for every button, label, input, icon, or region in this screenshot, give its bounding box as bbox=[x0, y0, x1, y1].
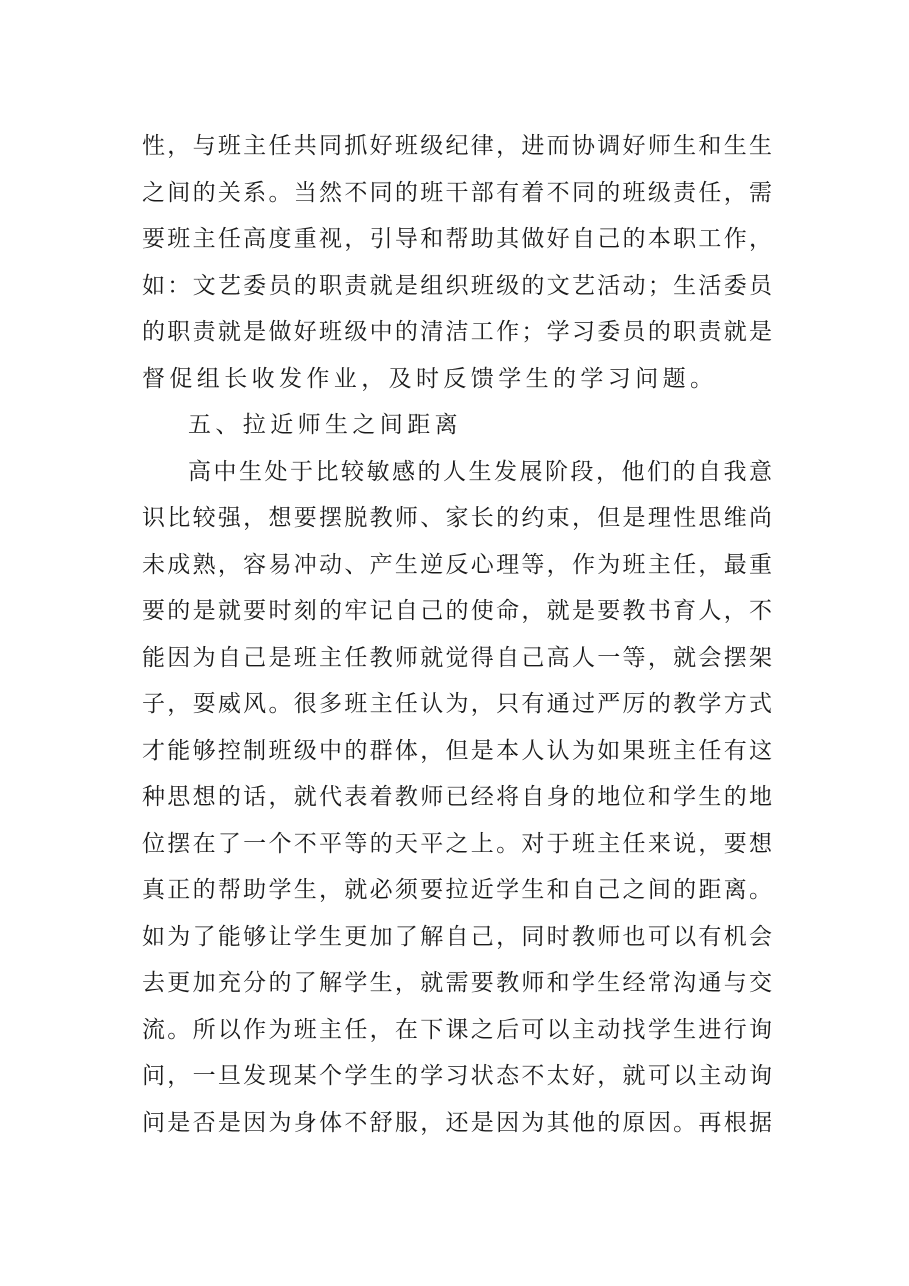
document-body bbox=[142, 123, 772, 1146]
text-line: 问，一旦发现某个学生的学习状态不太好，就可以主动询 bbox=[142, 1063, 772, 1089]
text-line: 才能够控制班级中的群体，但是本人认为如果班主任有这 bbox=[142, 737, 772, 764]
paragraph-first-line: 高中生处于比较敏感的人生发展阶段，他们的自我意 bbox=[188, 458, 772, 485]
text-line: 性，与班主任共同抓好班级纪律，进而协调好师生和生生 bbox=[142, 133, 772, 159]
section-heading: 五、拉近师生之间距离 bbox=[188, 412, 462, 438]
text-line: 子，耍威风。很多班主任认为，只有通过严厉的教学方式 bbox=[142, 691, 772, 717]
text-line: 的职责就是做好班级中的清洁工作；学习委员的职责就是 bbox=[142, 319, 772, 345]
text-line: 如：文艺委员的职责就是组织班级的文艺活动；生活委员 bbox=[142, 272, 772, 299]
text-line: 流。所以作为班主任，在下课之后可以主动找学生进行询 bbox=[142, 1016, 772, 1043]
text-line: 要班主任高度重视，引导和帮助其做好自己的本职工作， bbox=[142, 226, 772, 252]
text-line: 如为了能够让学生更加了解自己，同时教师也可以有机会 bbox=[142, 923, 772, 950]
text-line: 能因为自己是班主任教师就觉得自己高人一等，就会摆架 bbox=[142, 644, 772, 671]
text-line: 要的是就要时刻的牢记自己的使命，就是要教书育人，不 bbox=[142, 598, 772, 624]
text-line: 去更加充分的了解学生，就需要教师和学生经常沟通与交 bbox=[142, 970, 772, 996]
text-line: 问是否是因为身体不舒服，还是因为其他的原因。再根据 bbox=[142, 1109, 772, 1136]
text-line: 识比较强，想要摆脱教师、家长的约束，但是理性思维尚 bbox=[142, 505, 772, 531]
text-line: 未成熟，容易冲动、产生逆反心理等，作为班主任，最重 bbox=[142, 551, 772, 578]
text-line: 种思想的话，就代表着教师已经将自身的地位和学生的地 bbox=[142, 784, 772, 810]
text-line: 之间的关系。当然不同的班干部有着不同的班级责任，需 bbox=[142, 179, 772, 206]
text-line: 真正的帮助学生，就必须要拉近学生和自己之间的距离。 bbox=[142, 877, 772, 903]
text-line: 位摆在了一个不平等的天平之上。对于班主任来说，要想 bbox=[142, 830, 772, 857]
paragraph-last-line: 督促组长收发作业，及时反馈学生的学习问题。 bbox=[142, 365, 718, 392]
